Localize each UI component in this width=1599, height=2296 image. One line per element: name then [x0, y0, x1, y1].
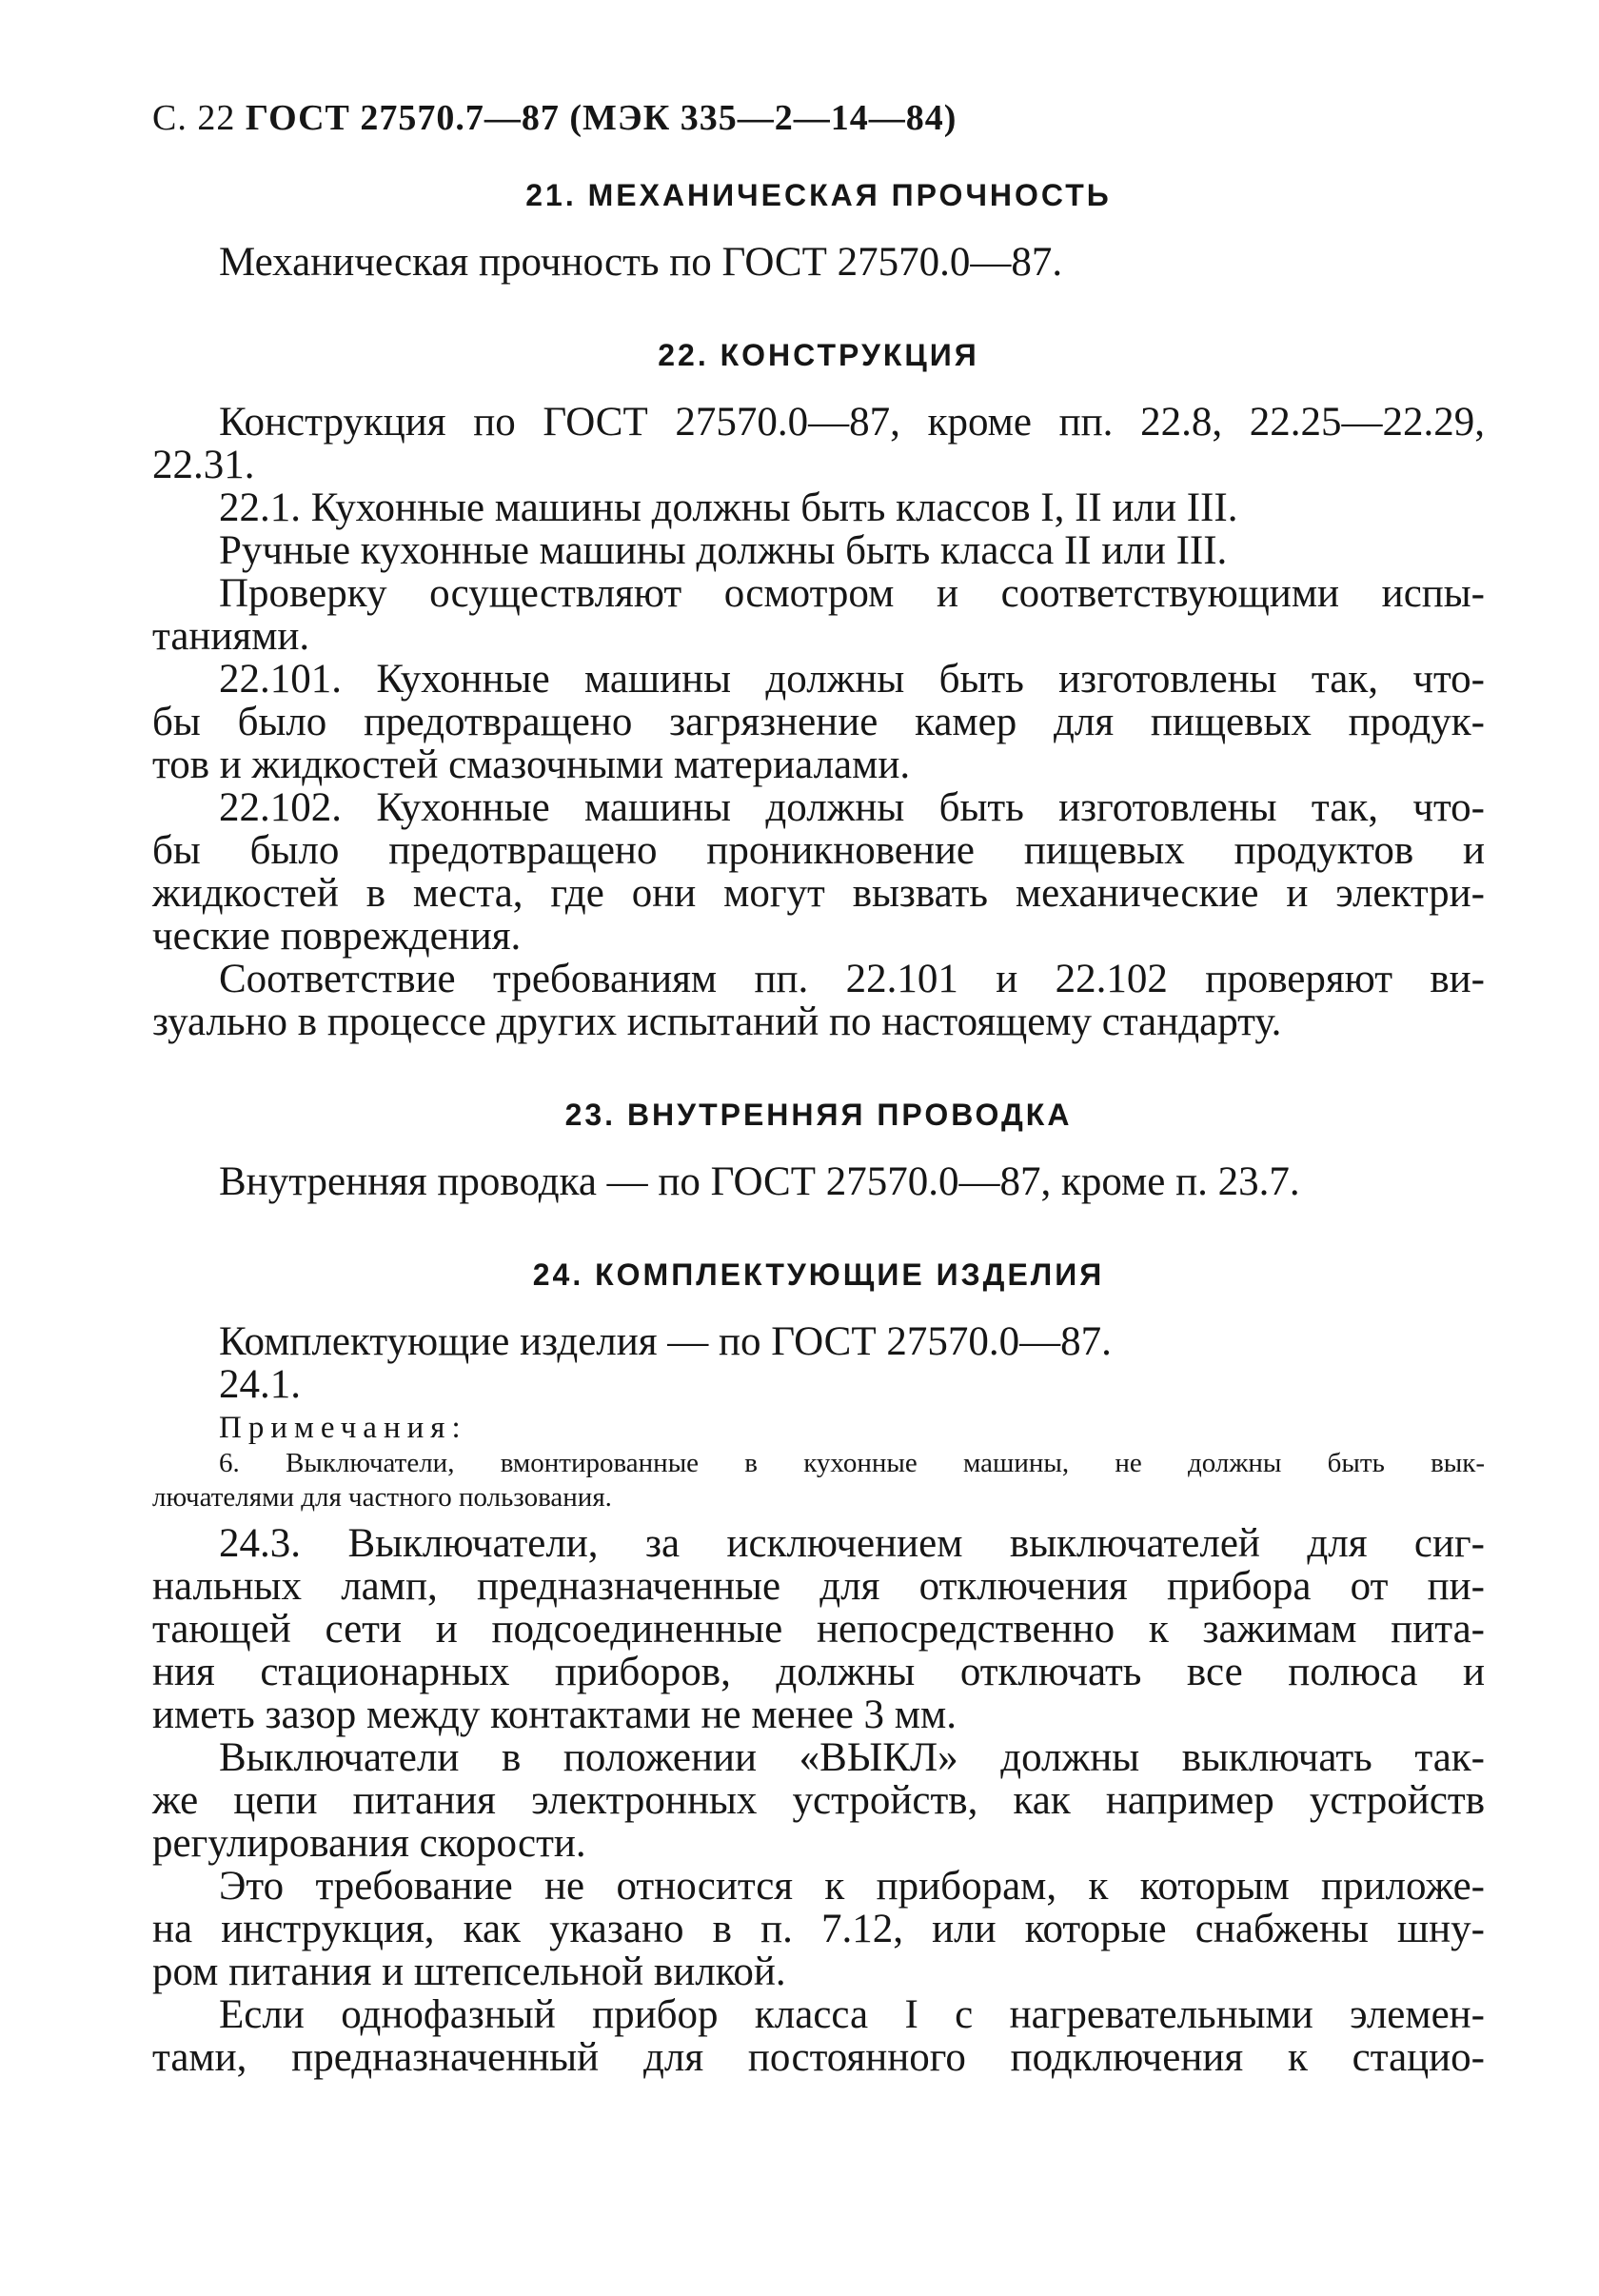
paragraph-line: бы было предотвращено загрязнение камер для пищевых продук-	[152, 700, 1485, 744]
paragraph-line: тающей сети и подсоединенные непосредственно к зажимам пита-	[152, 1607, 1485, 1652]
paragraph-line: Конструкция по ГОСТ 27570.0—87, кроме пп. 22.8, 22.25—22.29,	[219, 400, 1485, 445]
paragraph-line: бы было предотвращено проникновение пищевых продуктов и	[152, 828, 1485, 873]
page-content	[152, 176, 1485, 2079]
clause-22-1: 22.1. Кухонные машины должны быть классов I, II или III.	[219, 485, 1238, 530]
document-page	[152, 0, 1485, 2296]
notes-title: Примечания:	[219, 1411, 467, 1445]
paragraph-line: регулирования скорости.	[152, 1821, 586, 1866]
section-22-heading: 22. КОНСТРУКЦИЯ	[658, 338, 979, 372]
paragraph-line: тами, предназначенный для постоянного подключения к стацио-	[152, 2035, 1485, 2080]
paragraph-line: Проверку осуществляют осмотром и соответствующими испы-	[219, 571, 1485, 616]
paragraph-line: ния стационарных приборов, должны отключать все полюса и	[152, 1650, 1485, 1694]
paragraph-line: зуально в процессе других испытаний по настоящему стандарту.	[152, 1000, 1282, 1044]
paragraph-line: тов и жидкостей смазочными материалами.	[152, 742, 911, 787]
section-21-heading: 21. МЕХАНИЧЕСКАЯ ПРОЧНОСТЬ	[525, 178, 1112, 212]
note-6: 6. Выключатели, вмонтированные в кухонные машины, не должны быть вык-	[219, 1448, 1485, 1478]
paragraph-line: нальных ламп, предназначенные для отключения прибора от пи-	[152, 1564, 1485, 1609]
paragraph-line: 22.31.	[152, 443, 255, 487]
page-header	[152, 95, 1485, 141]
section-23-heading: 23. ВНУТРЕННЯЯ ПРОВОДКА	[564, 1098, 1073, 1132]
note-line: лючателями для частного пользования.	[152, 1482, 612, 1513]
paragraph-line: Это требование не относится к приборам, к которым приложе-	[219, 1864, 1485, 1909]
paragraph-line: ческие повреждения.	[152, 914, 522, 959]
section-21-text: Механическая прочность по ГОСТ 27570.0—87.	[219, 240, 1063, 285]
paragraph-line: Выключатели в положении «ВЫКЛ» должны выключать так-	[219, 1735, 1485, 1780]
section-23-text: Внутренняя проводка — по ГОСТ 27570.0—87, кроме п. 23.7.	[219, 1159, 1300, 1204]
paragraph-line: Соответствие требованиям пп. 22.101 и 22.102 проверяют ви-	[219, 957, 1485, 1001]
paragraph-line: жидкостей в места, где они могут вызвать механические и электри-	[152, 871, 1485, 916]
section-24-heading: 24. КОМПЛЕКТУЮЩИЕ ИЗДЕЛИЯ	[532, 1257, 1105, 1292]
paragraph-line: таниями.	[152, 614, 310, 659]
paragraph-line: ром питания и штепсельной вилкой.	[152, 1950, 786, 1994]
clause-24-1: 24.1.	[219, 1362, 301, 1407]
page-number: С. 22	[152, 98, 236, 138]
paragraph-line: Если однофазный прибор класса I с нагревательными элемен-	[219, 1992, 1485, 2037]
clause-22-101: 22.101. Кухонные машины должны быть изготовлены так, что-	[219, 657, 1485, 702]
clause-22-102: 22.102. Кухонные машины должны быть изготовлены так, что-	[219, 785, 1485, 830]
paragraph-line: же цепи питания электронных устройств, как например устройств	[152, 1778, 1485, 1823]
paragraph-line: иметь зазор между контактами не менее 3 мм.	[152, 1692, 957, 1737]
standard-designation: ГОСТ 27570.7—87 (МЭК 335—2—14—84)	[245, 98, 957, 138]
paragraph-line: Ручные кухонные машины должны быть класса II или III.	[219, 528, 1228, 573]
paragraph-line: Комплектующие изделия — по ГОСТ 27570.0—87.	[219, 1319, 1112, 1364]
clause-24-3: 24.3. Выключатели, за исключением выключателей для сиг-	[219, 1521, 1485, 1566]
paragraph-line: на инструкция, как указано в п. 7.12, или которые снабжены шну-	[152, 1907, 1485, 1951]
